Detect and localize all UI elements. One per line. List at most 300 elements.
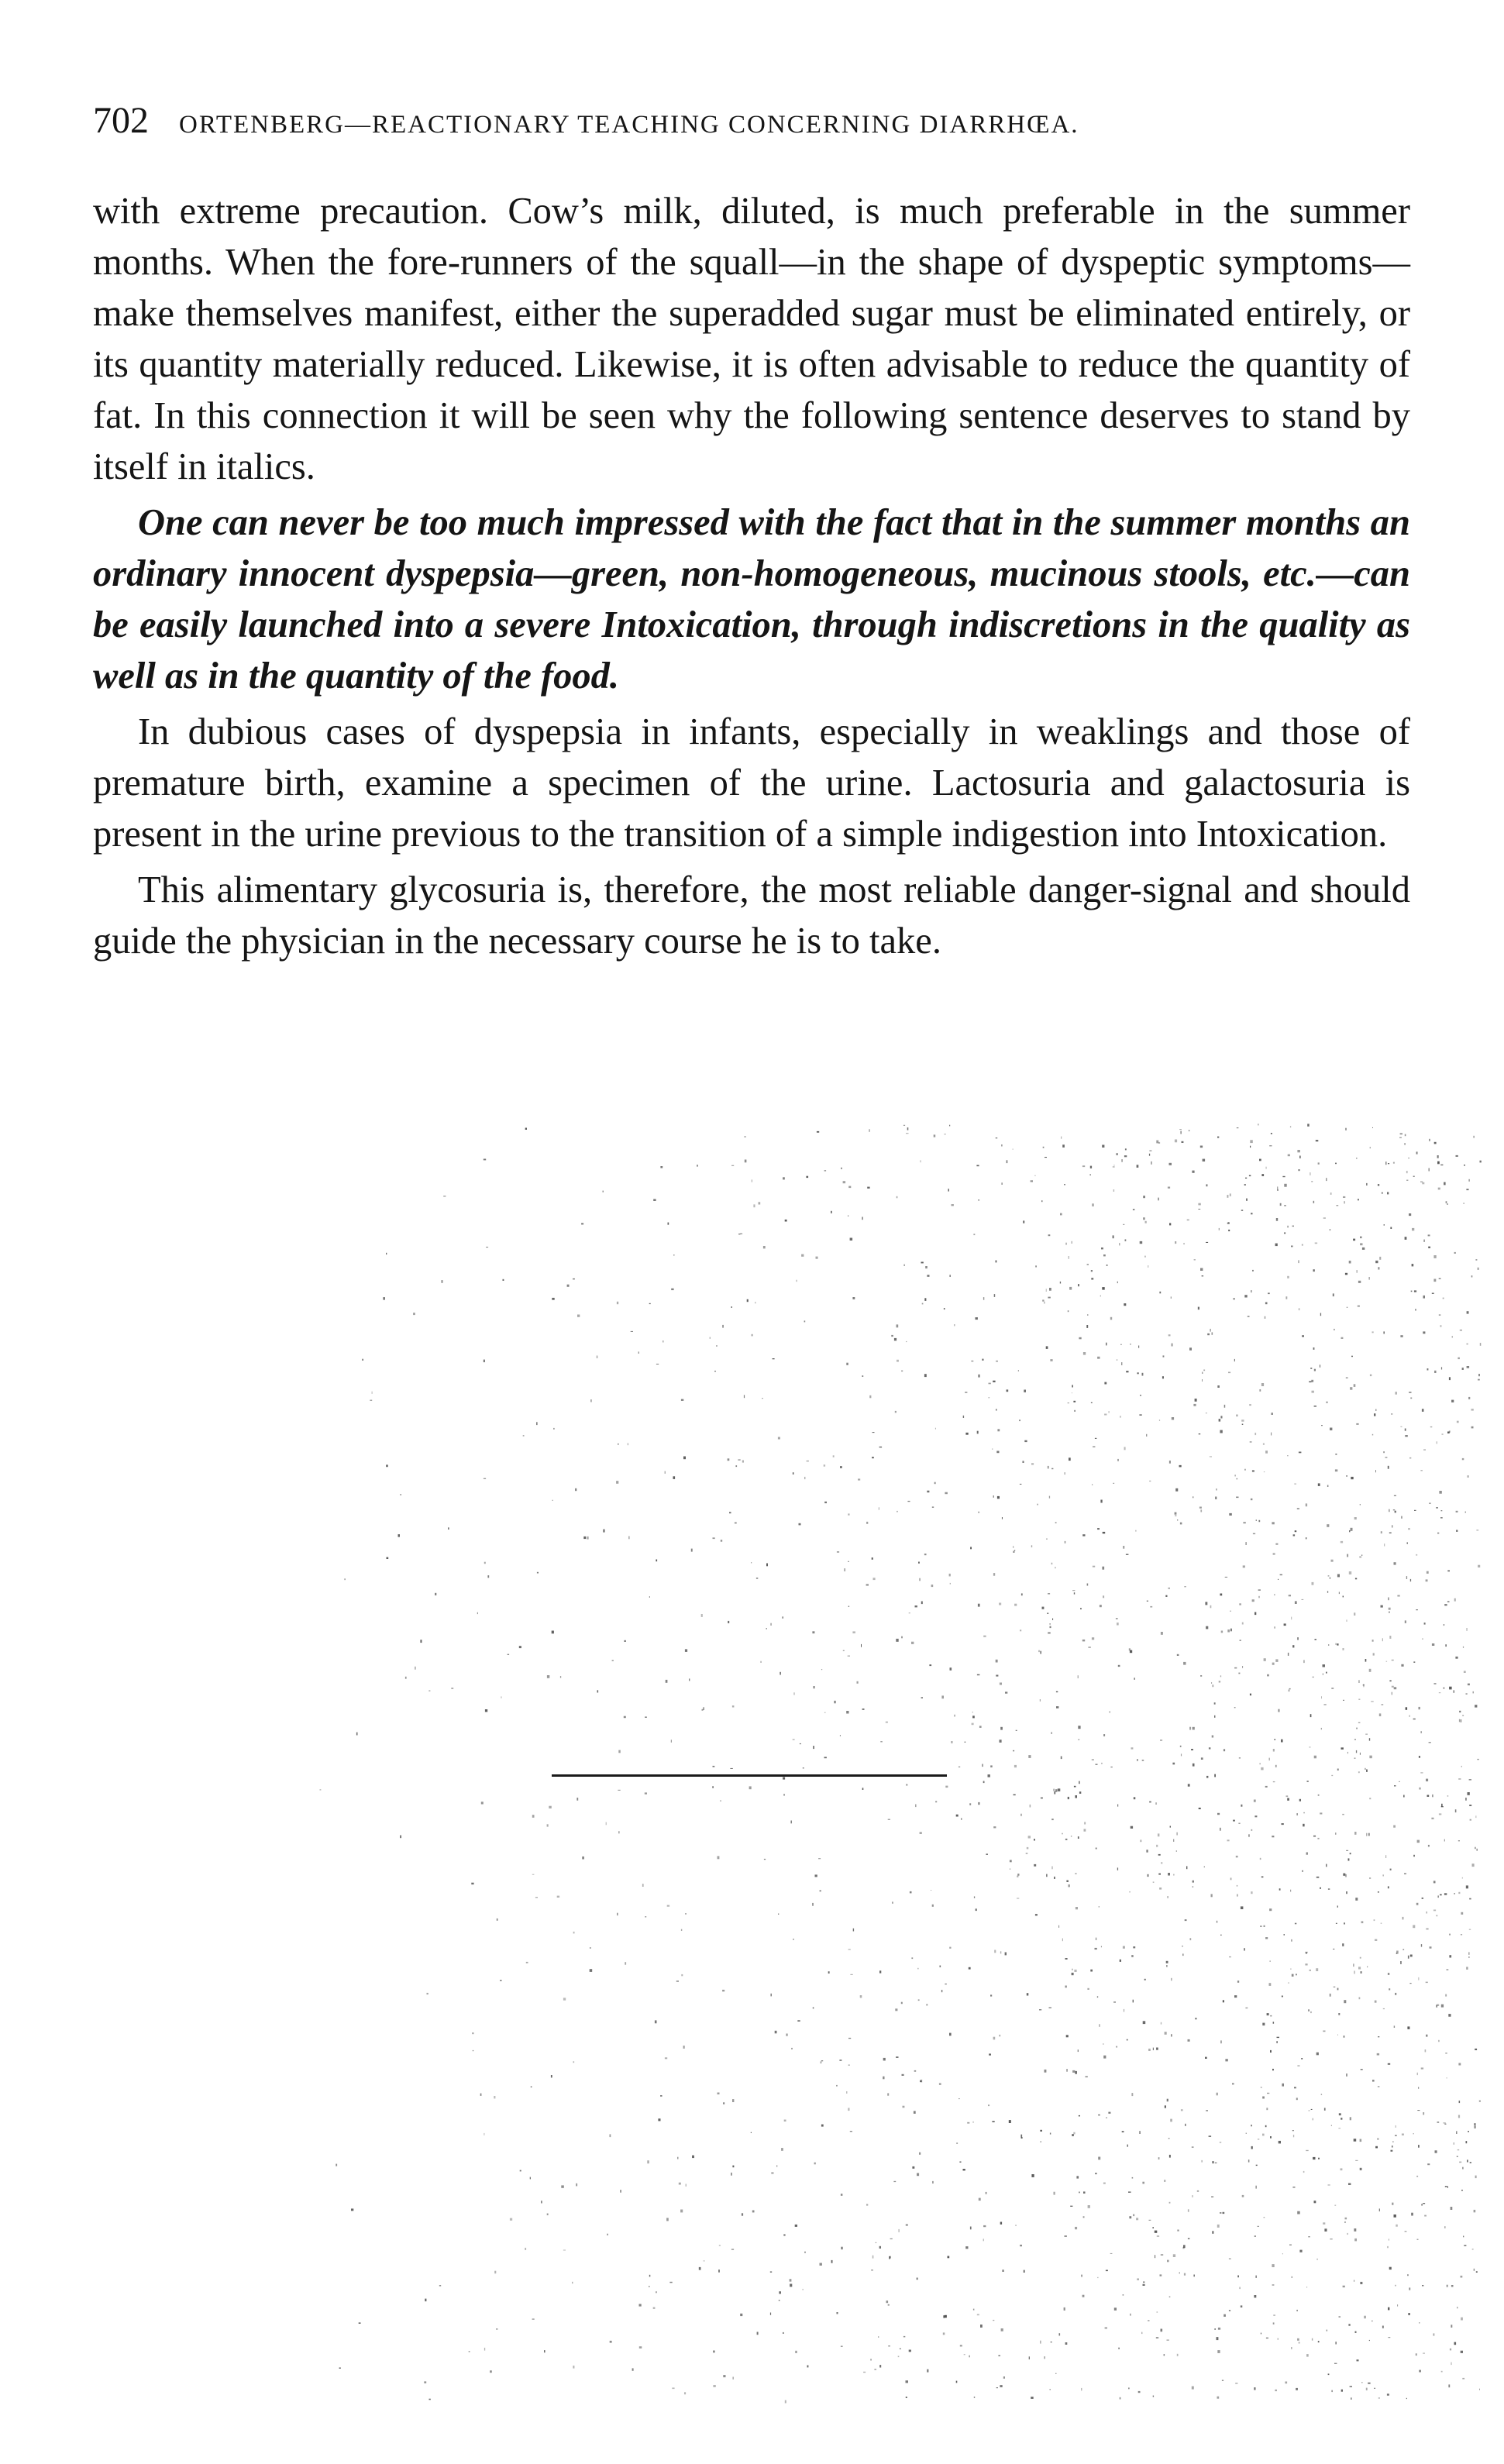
speckle-dot xyxy=(934,1482,936,1485)
speckle-dot xyxy=(1468,1956,1469,1958)
speckle-dot xyxy=(1074,1592,1075,1594)
speckle-dot xyxy=(1040,2130,1042,2132)
speckle-dot xyxy=(1354,1971,1355,1974)
speckle-dot xyxy=(1217,2350,1220,2353)
speckle-dot xyxy=(1291,1246,1293,1247)
speckle-dot xyxy=(1129,2216,1131,2218)
speckle-dot xyxy=(1324,2228,1327,2232)
speckle-dot xyxy=(1306,1537,1307,1539)
speckle-dot xyxy=(1002,2270,1003,2272)
speckle-dot xyxy=(745,1160,747,1163)
speckle-dot xyxy=(1090,1970,1093,1972)
speckle-dot xyxy=(1171,2034,1172,2036)
speckle-dot xyxy=(1443,2122,1445,2123)
speckle-dot xyxy=(1161,1862,1162,1863)
speckle-dot xyxy=(1383,1874,1384,1876)
speckle-dot xyxy=(1405,1134,1406,1137)
speckle-dot xyxy=(1291,2347,1292,2349)
speckle-dot xyxy=(628,1537,629,1540)
speckle-dot xyxy=(776,2165,777,2166)
speckle-dot xyxy=(1048,1234,1051,1236)
speckle-dot xyxy=(1451,2207,1453,2210)
speckle-dot xyxy=(1068,1797,1069,1799)
speckle-dot xyxy=(1459,1711,1461,1712)
speckle-dot xyxy=(1156,1141,1158,1144)
speckle-dot xyxy=(1372,2080,1375,2082)
speckle-dot xyxy=(1182,1141,1184,1143)
speckle-dot xyxy=(997,1429,1000,1431)
speckle-dot xyxy=(867,1187,869,1189)
speckle-dot xyxy=(1311,1380,1313,1382)
speckle-dot xyxy=(1294,2087,1296,2088)
speckle-dot xyxy=(1242,1424,1244,1426)
speckle-dot xyxy=(728,1621,729,1623)
speckle-dot xyxy=(405,1677,407,1679)
speckle-dot xyxy=(1074,1786,1076,1788)
speckle-dot xyxy=(969,1803,971,1805)
speckle-dot xyxy=(618,1444,619,1445)
speckle-dot xyxy=(1254,2295,1256,2297)
speckle-dot xyxy=(1103,1734,1105,1736)
speckle-dot xyxy=(1466,1967,1468,1970)
speckle-dot xyxy=(1284,1205,1285,1206)
speckle-dot xyxy=(1014,1795,1016,1796)
speckle-dot xyxy=(797,2020,800,2022)
speckle-dot xyxy=(1031,1545,1032,1547)
speckle-dot xyxy=(553,1428,554,1430)
speckle-dot xyxy=(824,1464,825,1467)
speckle-dot xyxy=(653,1199,656,1201)
speckle-dot xyxy=(961,1818,962,1819)
speckle-dot xyxy=(757,2332,759,2335)
speckle-dot xyxy=(1137,1165,1139,1168)
speckle-dot xyxy=(1377,2138,1378,2139)
speckle-dot xyxy=(1341,2390,1343,2392)
speckle-dot xyxy=(896,1639,898,1642)
speckle-dot xyxy=(1219,1419,1221,1422)
speckle-dot xyxy=(1152,2227,1154,2228)
speckle-dot xyxy=(1114,2307,1117,2311)
speckle-dot xyxy=(1388,1973,1389,1975)
speckle-dot xyxy=(1439,1314,1441,1315)
speckle-dot xyxy=(1378,2086,1380,2087)
speckle-dot xyxy=(1134,1678,1135,1680)
speckle-dot xyxy=(1116,1153,1118,1155)
speckle-dot xyxy=(1270,2015,1272,2017)
speckle-dot xyxy=(1173,1839,1174,1842)
speckle-dot xyxy=(1034,1175,1035,1176)
speckle-dot xyxy=(948,2256,950,2259)
speckle-dot xyxy=(1097,1528,1100,1530)
speckle-dot xyxy=(1296,2388,1298,2390)
speckle-dot xyxy=(1223,2000,1224,2002)
speckle-dot xyxy=(1321,1728,1322,1729)
speckle-dot xyxy=(1473,1136,1475,1138)
speckle-dot xyxy=(1436,1507,1438,1509)
speckle-dot xyxy=(1191,1749,1193,1750)
speckle-dot xyxy=(1360,1243,1362,1245)
speckle-dot xyxy=(872,1432,875,1433)
speckle-dot xyxy=(894,1338,897,1340)
speckle-dot xyxy=(836,2085,837,2087)
speckle-dot xyxy=(1385,1161,1387,1165)
speckle-dot xyxy=(1229,1513,1232,1516)
speckle-dot xyxy=(1243,1522,1245,1523)
speckle-dot xyxy=(1104,1414,1106,1416)
speckle-dot xyxy=(1052,1619,1053,1620)
speckle-dot xyxy=(1273,2315,1275,2316)
speckle-dot xyxy=(1144,1979,1146,1980)
speckle-dot xyxy=(1019,1420,1020,1421)
speckle-dot xyxy=(1100,1296,1101,1297)
speckle-dot xyxy=(1296,1974,1297,1975)
speckle-dot xyxy=(691,1549,693,1552)
speckle-dot xyxy=(1206,1184,1208,1186)
speckle-dot xyxy=(387,1557,389,1559)
speckle-dot xyxy=(1275,1765,1277,1767)
speckle-dot xyxy=(949,1125,950,1127)
speckle-dot xyxy=(1249,1404,1251,1406)
speckle-dot xyxy=(828,1971,830,1974)
speckle-dot xyxy=(1128,2191,1131,2193)
speckle-dot xyxy=(1404,1143,1406,1145)
speckle-dot xyxy=(1370,1147,1371,1148)
speckle-dot xyxy=(618,1831,620,1833)
speckle-dot xyxy=(658,2118,660,2121)
speckle-dot xyxy=(1186,1866,1187,1869)
speckle-dot xyxy=(1262,2097,1265,2099)
speckle-dot xyxy=(1388,1886,1389,1888)
speckle-dot xyxy=(1096,1848,1097,1850)
speckle-dot xyxy=(1382,2326,1384,2328)
speckle-dot xyxy=(973,1234,975,1235)
speckle-dot xyxy=(1272,2069,1274,2070)
speckle-dot xyxy=(1358,1722,1361,1723)
speckle-dot xyxy=(1234,1707,1236,1708)
speckle-dot xyxy=(1000,1727,1003,1730)
speckle-dot xyxy=(960,2345,962,2346)
speckle-dot xyxy=(1458,2063,1461,2065)
speckle-dot xyxy=(824,1757,827,1758)
speckle-dot xyxy=(1278,2338,1279,2340)
speckle-dot xyxy=(1139,2131,1140,2134)
speckle-dot xyxy=(735,1465,737,1467)
speckle-dot xyxy=(1295,1923,1296,1925)
speckle-dot xyxy=(536,1422,538,1425)
speckle-dot xyxy=(1389,1680,1391,1681)
speckle-dot xyxy=(1220,1935,1222,1936)
speckle-dot xyxy=(1394,1785,1396,1787)
speckle-dot xyxy=(1285,2382,1287,2384)
speckle-dot xyxy=(1372,1434,1373,1436)
speckle-dot xyxy=(1447,2285,1448,2287)
speckle-dot xyxy=(723,2102,724,2104)
speckle-dot xyxy=(1324,1704,1327,1705)
speckle-dot xyxy=(666,2218,669,2221)
speckle-dot xyxy=(1400,1961,1402,1964)
speckle-dot xyxy=(607,2234,608,2235)
speckle-dot xyxy=(1046,1289,1047,1292)
speckle-dot xyxy=(1272,1663,1275,1665)
speckle-dot xyxy=(1102,1145,1104,1148)
speckle-dot xyxy=(967,2122,969,2124)
speckle-dot xyxy=(485,1709,487,1712)
speckle-dot xyxy=(1457,2307,1458,2308)
speckle-dot xyxy=(996,1137,998,1138)
speckle-dot xyxy=(1078,1726,1080,1729)
speckle-dot xyxy=(1345,2218,1347,2220)
speckle-dot xyxy=(1034,1864,1036,1867)
speckle-dot xyxy=(744,1136,746,1137)
speckle-dot xyxy=(917,2173,919,2177)
speckle-dot xyxy=(1192,2195,1193,2197)
speckle-dot xyxy=(1129,1891,1130,1893)
speckle-dot xyxy=(480,2094,482,2096)
speckle-dot xyxy=(731,2249,734,2250)
speckle-dot xyxy=(1228,1222,1230,1223)
speckle-dot xyxy=(583,1537,586,1539)
speckle-dot xyxy=(1241,1906,1244,1909)
speckle-dot xyxy=(1360,2139,1362,2142)
speckle-dot xyxy=(1016,1730,1017,1731)
speckle-dot xyxy=(814,2163,816,2165)
speckle-dot xyxy=(1347,1554,1348,1557)
speckle-dot xyxy=(1229,2258,1231,2259)
speckle-dot xyxy=(793,1472,794,1475)
speckle-dot xyxy=(1051,1468,1053,1470)
speckle-dot xyxy=(915,1605,917,1607)
speckle-dot xyxy=(920,1578,921,1581)
speckle-dot xyxy=(1349,1571,1351,1574)
speckle-dot xyxy=(386,1464,388,1467)
speckle-dot xyxy=(1062,1144,1065,1148)
speckle-dot xyxy=(1195,2018,1196,2019)
speckle-dot xyxy=(1330,1994,1331,1997)
speckle-dot xyxy=(1447,2186,1448,2187)
speckle-dot xyxy=(1269,1145,1272,1146)
speckle-dot xyxy=(590,1399,592,1402)
speckle-dot xyxy=(1168,2138,1170,2139)
speckle-dot xyxy=(1467,1311,1469,1313)
speckle-dot xyxy=(1262,2134,1265,2136)
speckle-dot xyxy=(1399,1137,1402,1138)
speckle-dot xyxy=(1256,2165,1258,2166)
speckle-dot xyxy=(993,2037,996,2040)
speckle-dot xyxy=(617,1302,618,1304)
speckle-dot xyxy=(833,1455,835,1457)
speckle-dot xyxy=(924,1374,927,1377)
speckle-dot xyxy=(738,1459,740,1461)
speckle-dot xyxy=(519,1646,521,1648)
speckle-dot xyxy=(1001,1144,1002,1147)
speckle-dot xyxy=(862,1788,864,1790)
speckle-dot xyxy=(1167,2260,1169,2263)
speckle-dot xyxy=(1086,2076,1088,2077)
speckle-dot xyxy=(895,1411,897,1413)
speckle-dot xyxy=(918,1562,920,1564)
speckle-dot xyxy=(1288,1982,1289,1983)
speckle-dot xyxy=(888,2345,890,2346)
speckle-dot xyxy=(645,1716,647,1718)
speckle-dot xyxy=(1210,1456,1212,1457)
speckle-dot xyxy=(1166,1961,1168,1963)
speckle-dot xyxy=(1047,1613,1048,1614)
speckle-dot xyxy=(1133,2000,1134,2003)
speckle-dot xyxy=(1345,1128,1346,1130)
speckle-dot xyxy=(1158,2157,1160,2159)
speckle-dot xyxy=(1274,1594,1275,1595)
speckle-dot xyxy=(1298,1169,1300,1171)
speckle-dot xyxy=(1087,1988,1089,1990)
speckle-dot xyxy=(1403,1795,1405,1798)
speckle-dot xyxy=(773,1358,775,1359)
speckle-dot xyxy=(1029,2356,1030,2359)
speckle-dot xyxy=(1066,2035,1069,2037)
speckle-dot xyxy=(752,2211,755,2213)
speckle-dot xyxy=(848,1949,851,1950)
speckle-dot xyxy=(1013,1149,1014,1150)
speckle-dot xyxy=(1091,1278,1093,1280)
speckle-dot xyxy=(1446,1201,1447,1203)
speckle-dot xyxy=(1241,1210,1243,1211)
speckle-dot xyxy=(1133,1209,1135,1210)
speckle-dot xyxy=(1205,2057,1207,2059)
speckle-dot xyxy=(1233,1820,1235,1822)
speckle-dot xyxy=(590,1969,593,1972)
speckle-dot xyxy=(807,2366,809,2368)
speckle-dot xyxy=(1210,1329,1211,1332)
speckle-dot xyxy=(1406,1171,1408,1173)
speckle-dot xyxy=(1361,2382,1362,2383)
speckle-dot xyxy=(1449,1687,1452,1690)
speckle-dot xyxy=(1066,1881,1069,1883)
speckle-dot xyxy=(1469,1779,1471,1780)
speckle-dot xyxy=(1462,2378,1464,2380)
speckle-dot xyxy=(1180,1131,1182,1134)
speckle-dot xyxy=(813,1746,814,1749)
speckle-dot xyxy=(606,1822,607,1826)
speckle-dot xyxy=(950,1583,951,1585)
speckle-dot xyxy=(616,1481,618,1484)
speckle-dot xyxy=(671,1289,673,1290)
speckle-dot xyxy=(1060,1213,1062,1216)
speckle-dot xyxy=(783,2332,784,2334)
speckle-dot xyxy=(718,1856,720,1859)
speckle-dot xyxy=(731,1306,732,1308)
speckle-dot xyxy=(1035,1914,1038,1916)
speckle-dot xyxy=(1159,1292,1161,1294)
speckle-dot xyxy=(1331,2125,1332,2126)
speckle-dot xyxy=(1320,1313,1321,1316)
speckle-dot xyxy=(1369,1738,1370,1740)
speckle-dot xyxy=(1336,1923,1337,1924)
speckle-dot xyxy=(917,2278,918,2280)
speckle-dot xyxy=(547,2214,549,2216)
speckle-dot xyxy=(1086,1325,1088,1328)
speckle-dot xyxy=(906,2224,908,2225)
speckle-dot xyxy=(1395,1993,1396,1995)
speckle-dot xyxy=(1202,1379,1203,1382)
speckle-dot xyxy=(673,1254,674,1255)
speckle-dot xyxy=(1426,2035,1427,2037)
speckle-dot xyxy=(821,2125,824,2127)
speckle-dot xyxy=(1220,2212,1221,2213)
speckle-dot xyxy=(812,1903,813,1906)
speckle-dot xyxy=(631,1331,633,1332)
speckle-dot xyxy=(477,1612,478,1614)
speckle-dot xyxy=(1244,1184,1246,1186)
speckle-dot xyxy=(1282,1176,1285,1177)
speckle-dot xyxy=(1297,2211,1300,2215)
speckle-dot xyxy=(1161,2254,1163,2256)
speckle-dot xyxy=(1477,1268,1479,1270)
speckle-dot xyxy=(1277,1186,1278,1189)
speckle-dot xyxy=(1282,1823,1284,1825)
speckle-dot xyxy=(1251,1891,1252,1894)
speckle-dot xyxy=(1462,1715,1464,1716)
speckle-dot xyxy=(552,1298,554,1300)
speckle-dot xyxy=(903,1125,905,1126)
speckle-dot xyxy=(901,1636,902,1639)
speckle-dot xyxy=(974,2397,975,2398)
speckle-dot xyxy=(1271,1133,1272,1134)
speckle-dot xyxy=(1331,1560,1334,1562)
speckle-dot xyxy=(1242,1666,1243,1668)
speckle-dot xyxy=(1117,1623,1119,1625)
speckle-dot xyxy=(1198,1209,1200,1210)
speckle-dot xyxy=(1168,1187,1170,1189)
speckle-dot xyxy=(1131,2093,1133,2096)
speckle-dot xyxy=(1201,1757,1203,1760)
speckle-dot xyxy=(1237,1980,1239,1983)
speckle-dot xyxy=(1279,1888,1281,1891)
speckle-dot xyxy=(1131,1955,1134,1957)
speckle-dot xyxy=(1272,1522,1274,1524)
speckle-dot xyxy=(1370,1375,1371,1377)
speckle-dot xyxy=(1310,1714,1312,1717)
speckle-dot xyxy=(903,2106,905,2108)
speckle-dot xyxy=(1321,1696,1322,1698)
speckle-dot xyxy=(1099,1906,1100,1907)
speckle-dot xyxy=(712,1786,714,1788)
speckle-dot xyxy=(850,2131,852,2132)
speckle-dot xyxy=(1232,2083,1234,2084)
speckle-dot xyxy=(795,2225,797,2227)
speckle-dot xyxy=(1168,1873,1170,1876)
speckle-dot xyxy=(941,1695,944,1698)
speckle-dot xyxy=(1348,1858,1350,1860)
speckle-dot xyxy=(1356,1750,1357,1753)
speckle-dot xyxy=(1228,1372,1230,1374)
speckle-dot xyxy=(1402,1949,1404,1950)
speckle-dot xyxy=(1069,1457,1071,1461)
speckle-dot xyxy=(1388,2063,1390,2065)
speckle-dot xyxy=(1048,1593,1050,1594)
speckle-dot xyxy=(1236,1415,1237,1417)
speckle-dot xyxy=(790,2279,792,2281)
speckle-dot xyxy=(1313,1347,1315,1350)
speckle-dot xyxy=(958,2098,960,2099)
speckle-dot xyxy=(1123,2294,1124,2295)
speckle-dot xyxy=(1251,1213,1252,1214)
speckle-dot xyxy=(1435,2150,1437,2153)
speckle-dot xyxy=(1135,1530,1136,1532)
speckle-dot xyxy=(1407,2026,1409,2029)
speckle-dot xyxy=(1245,1542,1247,1545)
speckle-dot xyxy=(1475,2176,1477,2179)
speckle-dot xyxy=(1289,1690,1290,1692)
speckle-dot xyxy=(804,1320,806,1322)
